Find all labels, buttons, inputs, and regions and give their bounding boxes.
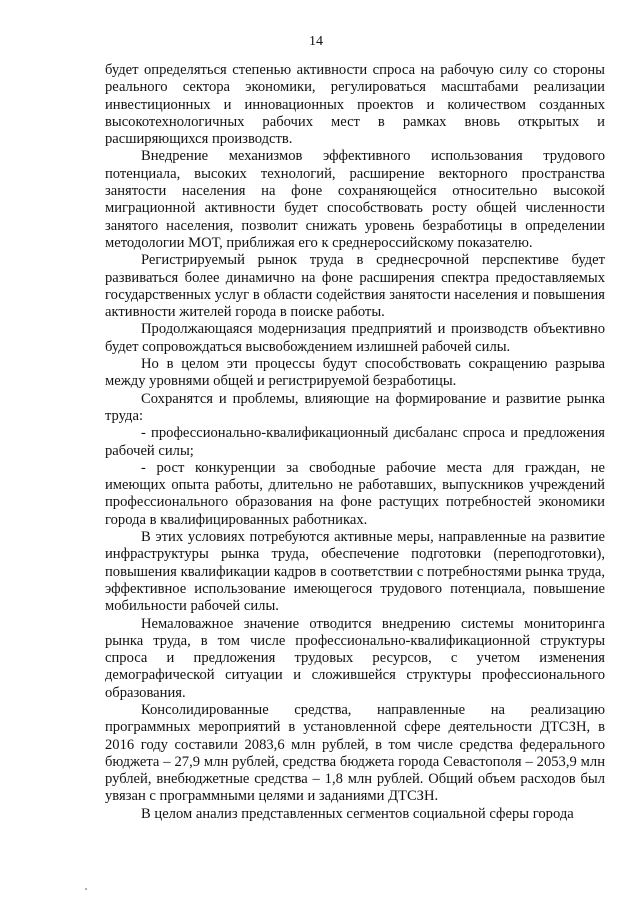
paragraph-modernization: Продолжающаяся модернизация предприятий и производств объективно будет сопровождаться высвобождением излишней рабочей силы. [105,321,605,355]
list-item-imbalance: - профессионально-квалификационный дисбаланс спроса и предложения рабочей силы; [105,425,605,459]
paragraph-conclusion-start: В целом анализ представленных сегментов социальной сферы города [141,805,574,822]
paragraph-continuation: будет определяться степенью активности спроса на рабочую силу со стороны реального сектора экономики, регулироваться масштабами реализации инвестиционных и инновационных проектов и количеством созданных высокотехнологичных рабочих мест в рамках вновь открытых и расширяющихся производств. [105,62,605,148]
paragraph-problems: Сохранятся и проблемы, влияющие на формирование и развитие рынка труда: [105,390,605,424]
paragraph-monitoring: Немаловажное значение отводится внедрению системы мониторинга рынка труда, в том числе профессионально-квалификационной структуры спроса и предложения трудовых ресурсов, с учетом изменения демографической ситуации и сложившейся структуры профессионального образования. [105,615,605,701]
paragraph-active-measures: В этих условиях потребуются активные меры, направленные на развитие инфраструктуры рынка труда, обеспечение подготовки (переподготовки), повышения квалификации кадров в соответствии с потребностями рынка труда, эффективное использование имеющегося трудового потенциала, повышение мобильности рабочей силы. [105,529,605,615]
scan-speck [85,888,87,890]
paragraph-funding: Консолидированные средства, направленные на реализацию программных мероприятий в установленной сфере деятельности ДТСЗН, в 2016 году составили 2083,6 млн рублей, в том числе средства федерального бюджета – 27,9 млн рублей, средства бюджета города Севастополя – 2053,9 млн рублей, внебюджетные средства – 1,8 млн рублей. Общий объем расходов был увязан с программными целями и заданиями ДТСЗН. [105,701,605,805]
page-number: 14 [309,34,323,49]
paragraph-labor-potential: Внедрение механизмов эффективного использования трудового потенциала, высоких технологий, расширение векторного пространства занятости населения на фоне сохраняющейся относительно высокой миграционной активности будет способствовать ростy общей численности занятого населения, позволит снижать уровень безработицы в определении методологии МОТ, приближая его к среднероссийскому показателю. [105,148,605,251]
paragraph-unemployment-gap: Но в целом эти процессы будут способствовать сокращению разрыва между уровнями общей и регистрируемой безработицы. [105,356,605,390]
body-text [105,62,605,823]
list-item-competition: - рост конкуренции за свободные рабочие места для граждан, не имеющих опыта работы, длительно не работавших, выпускников учреждений профессионального образования на фоне растущих потребностей экономики города в квалифицированных работниках. [105,459,605,528]
paragraph-registered-market: Регистрируемый рынок труда в среднесрочной перспективе будет развиваться более динамично на фоне расширения спектра предоставляемых государственных услуг в области содействия занятости населения и повышения активности жителей города в поиске работы. [105,252,605,321]
